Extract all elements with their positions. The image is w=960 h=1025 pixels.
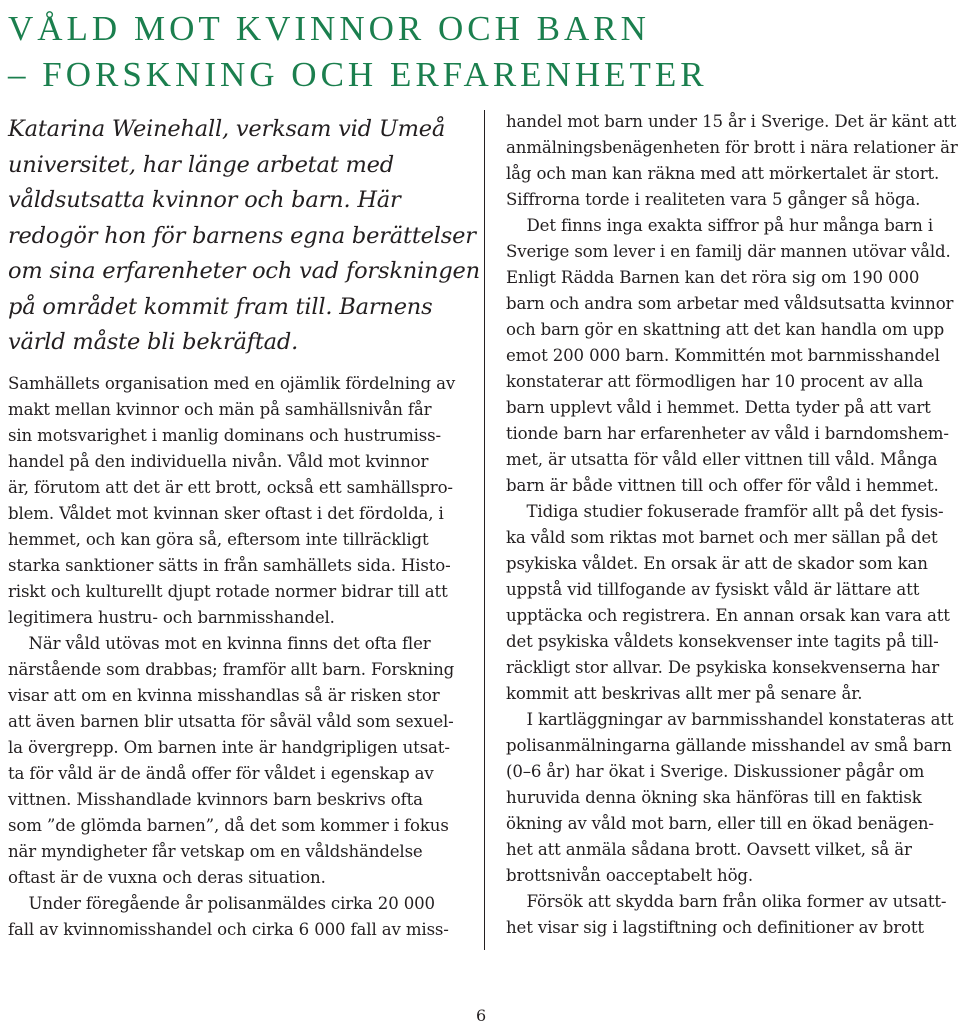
text-line: legitimera hustru- och barnmisshandel. [8, 608, 335, 627]
text-line: Enligt Rädda Barnen kan det röra sig om 190 000 [506, 268, 920, 287]
text-line: huruvida denna ökning ska hänföras till en faktisk [506, 788, 922, 807]
text-line: fall av kvinnomisshandel och cirka 6 000 fall av miss- [8, 920, 449, 939]
text-line: Tidiga studier fokuserade framför allt på det fysis- [506, 502, 944, 521]
text-line: uppstå vid tillfogande av fysiskt våld är lättare att [506, 580, 920, 599]
text-line: är, förutom att det är ett brott, också ett samhällspro- [8, 478, 453, 497]
text-line: het att anmäla sådana brott. Oavsett vilket, så är [506, 840, 912, 859]
text-line: anmälningsbenägenheten för brott i nära relationer är [506, 138, 958, 157]
text-line: det psykiska våldets konsekvenser inte tagits på till- [506, 632, 939, 651]
title-line-1: VÅLD MOT KVINNOR OCH BARN [8, 9, 650, 48]
text-line: ta för våld är de ändå offer för våldet i egenskap av [8, 764, 434, 783]
text-line: polisanmälningarna gällande misshandel av små barn [506, 736, 952, 755]
text-line: och barn gör en skattning att det kan handla om upp [506, 320, 945, 339]
text-line: kommit att beskrivas allt mer på senare år. [506, 684, 863, 703]
ingress-line: Katarina Weinehall, verksam vid Umeå [8, 116, 446, 142]
text-line: upptäcka och registrera. En annan orsak kan vara att [506, 606, 950, 625]
text-line: het visar sig i lagstiftning och definitioner av brott [506, 918, 924, 937]
text-line: ka våld som riktas mot barnet och mer sällan på det [506, 528, 938, 547]
text-line: oftast är de vuxna och deras situation. [8, 868, 326, 887]
text-line: Samhällets organisation med en ojämlik fördelning av [8, 374, 456, 393]
text-line: makt mellan kvinnor och män på samhällsnivån får [8, 400, 432, 419]
text-line: Siffrorna torde i realiteten vara 5 gånger så höga. [506, 190, 921, 209]
column-divider [484, 110, 485, 950]
text-line: som ”de glömda barnen”, då det som kommer i fokus [8, 816, 449, 835]
ingress-paragraph [8, 112, 480, 361]
text-line: starka sanktioner sätts in från samhällets sida. Histo- [8, 556, 451, 575]
text-line: blem. Våldet mot kvinnan sker oftast i det fördolda, i [8, 504, 444, 523]
text-line: räckligt stor allvar. De psykiska konsekvenserna har [506, 658, 940, 677]
article-title [8, 6, 708, 98]
text-line: brottsnivån oacceptabelt hög. [506, 866, 754, 885]
text-line: la övergrepp. Om barnen inte är handgripligen utsat- [8, 738, 450, 757]
ingress-line: på området kommit fram till. Barnens [8, 293, 433, 320]
ingress-line: våldsutsatta kvinnor och barn. Här [8, 187, 401, 213]
ingress-line: värld måste bli bekräftad. [8, 329, 299, 355]
ingress-line: redogör hon för barnens egna berättelser [8, 222, 476, 249]
text-line: tionde barn har erfarenheter av våld i barndomshem- [506, 424, 949, 443]
title-line-2: – FORSKNING OCH ERFARENHETER [8, 55, 708, 94]
text-line: handel mot barn under 15 år i Sverige. Det är känt att [506, 112, 957, 131]
text-line: ökning av våld mot barn, eller till en ökad benägen- [506, 814, 934, 833]
text-line: (0–6 år) har ökat i Sverige. Diskussioner pågår om [506, 762, 925, 781]
text-line: riskt och kulturellt djupt rotade normer bidrar till att [8, 582, 448, 601]
text-line: att även barnen blir utsatta för såväl våld som sexuel- [8, 712, 454, 731]
ingress-line: universitet, har länge arbetat med [8, 151, 394, 178]
text-line: emot 200 000 barn. Kommittén mot barnmisshandel [506, 346, 940, 365]
text-line: met, är utsatta för våld eller vittnen till våld. Många [506, 450, 938, 469]
right-text-column [506, 109, 956, 941]
page-number: 6 [476, 1006, 487, 1025]
text-line: handel på den individuella nivån. Våld mot kvinnor [8, 452, 429, 471]
text-line: När våld utövas mot en kvinna finns det ofta fler [8, 634, 431, 653]
text-line: närstående som drabbas; framför allt barn. Forskning [8, 660, 455, 679]
text-line: sin motsvarighet i manlig dominans och hustrumiss- [8, 426, 441, 445]
text-line: visar att om en kvinna misshandlas så är risken stor [8, 686, 440, 705]
text-line: barn är både vittnen till och offer för våld i hemmet. [506, 476, 939, 495]
text-line: vittnen. Misshandlade kvinnors barn beskrivs ofta [8, 790, 423, 809]
text-line: psykiska våldet. En orsak är att de skador som kan [506, 554, 928, 573]
text-line: låg och man kan räkna med att mörkertalet är stort. [506, 164, 940, 183]
text-line: barn och andra som arbetar med våldsutsatta kvinnor [506, 294, 954, 313]
text-line: Det finns inga exakta siffror på hur många barn i [506, 216, 934, 235]
text-line: hemmet, och kan göra så, eftersom inte tillräckligt [8, 530, 429, 549]
text-line: Under föregående år polisanmäldes cirka 20 000 [8, 894, 435, 913]
text-line: Försök att skydda barn från olika former av utsatt- [506, 892, 947, 911]
text-line: barn upplevt våld i hemmet. Detta tyder på att vart [506, 398, 931, 417]
text-line: konstaterar att förmodligen har 10 procent av alla [506, 372, 924, 391]
text-line: I kartläggningar av barnmisshandel konstateras att [506, 710, 954, 729]
left-text-column [8, 371, 470, 943]
text-line: Sverige som lever i en familj där mannen utövar våld. [506, 242, 951, 261]
ingress-line: om sina erfarenheter och vad forskningen [8, 258, 480, 284]
text-line: när myndigheter får vetskap om en våldshändelse [8, 842, 423, 861]
